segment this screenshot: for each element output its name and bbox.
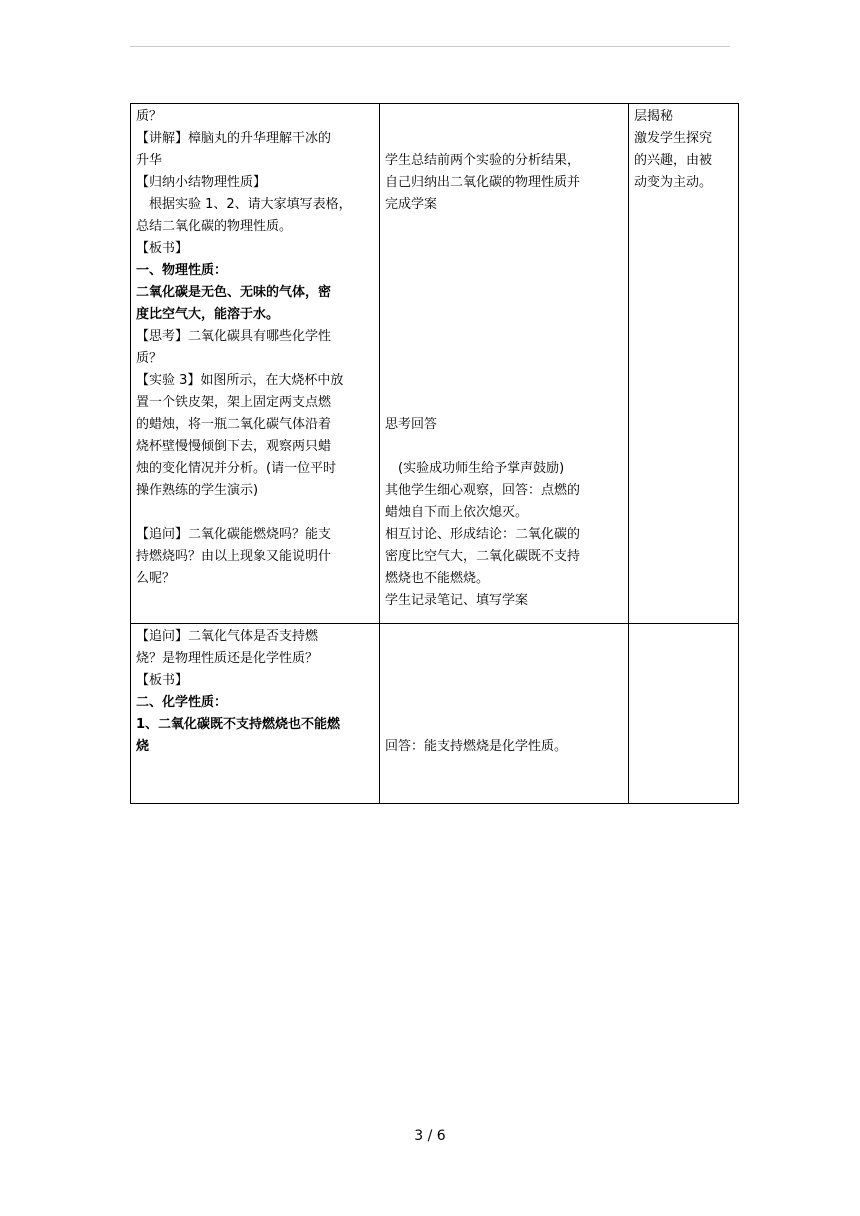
text-line: 其他学生细心观察，回答：点燃的 [385,483,581,498]
text-line: 烧？是物理性质还是化学性质？ [136,651,319,666]
text-line: 激发学生探究 [634,131,713,146]
heading-physical-properties: 一、物理性质： [136,263,228,278]
lesson-plan-table [130,103,739,804]
text-line: 置一个铁皮架，架上固定两支点燃 [136,395,332,410]
text-line-bold: 二氧化碳是无色、无味的气体，密 [136,285,332,300]
text-line-bold: 度比空气大，能溶于水。 [136,307,280,322]
text-line: 总结二氧化碳的物理性质。 [136,219,293,234]
text-line: 自己归纳出二氧化碳的物理性质并 [385,175,581,190]
text-line: 动变为主动。 [634,175,713,190]
design-intent-cell [629,624,739,804]
spacer [385,238,624,260]
text-line: 层揭秘 [634,109,674,124]
text-line: 烧杯壁慢慢倾倒下去，观察两只蜡 [136,439,332,454]
text-line: 【板书】 [136,673,189,688]
spacer [385,692,624,714]
spacer [385,714,624,736]
text-line: 密度比空气大，二氧化碳既不支持 [385,549,581,564]
text-line: 完成学案 [385,197,438,212]
text-line: 学生记录笔记、填写学案 [385,593,529,608]
text-line: 升华 [136,153,163,168]
text-line: 蜡烛自下而上依次熄灭。 [385,505,529,520]
heading-chemical-properties: 二、化学性质： [136,695,228,710]
text-line: 操作熟练的学生演示) [136,483,259,498]
header-rule [130,46,730,47]
text-line: 【追问】二氧化碳能燃烧吗？能支 [136,527,332,542]
table-row [131,104,739,624]
text-line: 【思考】二氧化碳具有哪些化学性 [136,329,332,344]
text-line: 【实验 3】如图所示，在大烧杯中放 [136,373,344,388]
text-line: 持燃烧吗？由以上现象又能说明什 [136,549,332,564]
spacer [385,304,624,326]
spacer [385,216,624,238]
text-line: 回答：能支持燃烧是化学性质。 [385,739,568,754]
spacer [385,370,624,392]
spacer [385,626,624,648]
text-line: 学生总结前两个实验的分析结果， [385,153,581,168]
spacer [136,502,375,524]
text-line: 【讲解】樟脑丸的升华理解干冰的 [136,131,332,146]
text-line: 质？ [136,351,163,366]
text-line: 么呢？ [136,571,176,586]
text-line: 的蜡烛，将一瓶二氧化碳气体沿着 [136,417,332,432]
text-line: 燃烧也不能燃烧。 [385,571,490,586]
text-line: 思考回答 [385,417,438,432]
spacer [385,348,624,370]
text-line: 相互讨论、形成结论：二氧化碳的 [385,527,581,542]
text-line: 烛的变化情况并分析。(请一位平时 [136,461,337,476]
text-line-bold: 烧 [136,739,150,754]
spacer [385,326,624,348]
text-line: 【归纳小结物理性质】 [136,175,267,190]
text-line: 根据实验 1、2、请大家填写表格， [149,197,352,212]
text-line-bold: 1、二氧化碳既不支持燃烧也不能燃 [136,717,341,732]
spacer [385,282,624,304]
teacher-activity-cell [131,104,380,624]
table-row [131,624,739,804]
spacer [385,106,624,128]
design-intent-cell [629,104,739,624]
teacher-activity-cell [131,624,380,804]
spacer [385,128,624,150]
text-line: 【板书】 [136,241,189,256]
page-number: 3 / 6 [414,1128,446,1144]
spacer [385,648,624,670]
text-line: 质？ [136,109,163,124]
text-line: 【追问】二氧化气体是否支持燃 [136,629,319,644]
student-activity-cell [380,104,629,624]
spacer [385,260,624,282]
text-line: (实验成功师生给予掌声鼓励) [398,461,565,476]
spacer [385,436,624,458]
spacer [385,670,624,692]
spacer [385,392,624,414]
student-activity-cell [380,624,629,804]
text-line: 的兴趣，由被 [634,153,713,168]
